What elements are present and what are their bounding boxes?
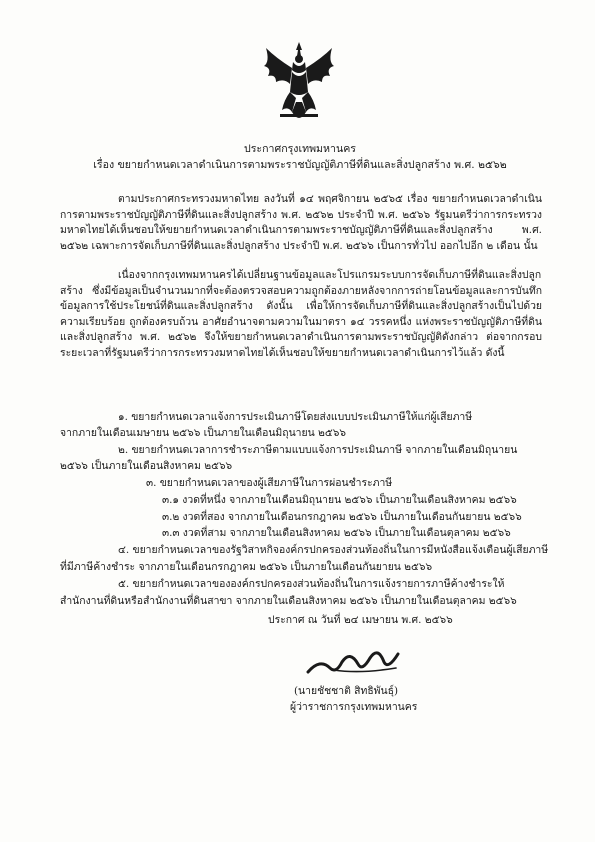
item-5-line-2: สำนักงานที่ดินหรือสำนักงานที่ดินสาขา จากภายในเดือนสิงหาคม ๒๕๖๖ เป็นภายในเดือนตุลาคม ๒๕๖๖ [60,595,517,607]
item-4-line-1: ๔. ขยายกำหนดเวลาของรัฐวิสาหกิจองค์กรปกครองส่วนท้องถิ่นในการมีหนังสือแจ้งเตือนผู้เสียภาษี [118,544,549,556]
item-3-2: ๓.๒ งวดที่สอง จากภายในเดือนกรกฎาคม ๒๕๖๖ เป็นภายในเดือนกันยายน ๒๕๖๖ [162,511,522,523]
signer-title: ผู้ว่าราชการกรุงเทพมหานคร [290,701,418,713]
item-2-line-1: ๒. ขยายกำหนดเวลาการชำระภาษีตามแบบแจ้งการประเมินภาษี จากภายในเดือนมิถุนายน [118,444,518,456]
announcement-subject: เรื่อง ขยายกำหนดเวลาดำเนินการตามพระราชบัญญัติภาษีที่ดินและสิ่งปลูกสร้าง พ.ศ. ๒๕๖๒ [93,159,507,171]
item-5-line-1: ๕. ขยายกำหนดเวลาขององค์กรปกครองส่วนท้องถิ่นในการแจ้งรายการภาษีค้างชำระให้ [118,578,505,590]
announcement-authority: ประกาศกรุงเทพมหานคร [244,143,356,155]
handwritten-signature-icon [300,628,420,688]
item-3-3: ๓.๓ งวดที่สาม จากภายในเดือนสิงหาคม ๒๕๖๖ เป็นภายในเดือนตุลาคม ๒๕๖๖ [162,527,511,539]
item-1-line-1: ๑. ขยายกำหนดเวลาแจ้งการประเมินภาษีโดยส่งแบบประเมินภาษีให้แก่ผู้เสียภาษี [118,411,473,423]
item-2-line-2: ๒๕๖๖ เป็นภายในเดือนสิงหาคม ๒๕๖๖ [60,460,233,472]
item-4-line-2: ที่มีภาษีค้างชำระ จากภายในเดือนกรกฎาคม ๒๕๖๖ เป็นภายในเดือนกันยายน ๒๕๖๖ [60,561,433,573]
item-1-line-2: จากภายในเดือนเมษายน ๒๕๖๖ เป็นภายในเดือนมิถุนายน ๒๕๖๖ [60,427,346,439]
paragraph-2-text: เนื่องจากกรุงเทพมหานครได้เปลี่ยนฐานข้อมูลและโปรแกรมระบบการจัดเก็บภาษีที่ดินและสิ่งปลูกสร้าง ซึ่งมีข้อมูลเป็นจำนวนมากที่จะต้องตรวจสอบความถูกต้องภายหลังจากการถ่ายโอนข้อมูลและการบันทึกข้อมูลการใช้ประโยชน์ที่ดินและสิ่งปลูกสร้าง ดังนั้น เพื่อให้การจัดเก็บภาษีที่ดินและสิ่งปลูกสร้างเป็นไปด้วยความเรียบร้อย ถูกต้องครบถ้วน อาศัยอำนาจตามความในมาตรา ๑๔ วรรคหนึ่ง แห่งพระราชบัญญัติภาษีที่ดินและสิ่งปลูกสร้าง พ.ศ. ๒๕๖๒ จึงให้ขยายกำหนดเวลาดำเนินการตามพระราชบัญญัติดังกล่าว ต่อจากกรอบระยะเวลาที่รัฐมนตรีว่าการกระทรวงมหาดไทยได้เห็นชอบให้ขยายกำหนดเวลาดำเนินการไว้แล้ว ดังนี้ [60,269,542,359]
garuda-emblem-icon [262,40,336,124]
paragraph-2 [60,268,542,362]
item-3: ๓. ขยายกำหนดเวลาของผู้เสียภาษีในการผ่อนชำระภาษี [146,477,393,489]
paragraph-1 [60,192,542,254]
paragraph-1-text: ตามประกาศกระทรวงมหาดไทย ลงวันที่ ๑๔ พฤศจิกายน ๒๕๖๕ เรื่อง ขยายกำหนดเวลาดำเนินการตามพระราชบัญญัติภาษีที่ดินและสิ่งปลูกสร้าง พ.ศ. ๒๕๖๒ ประจำปี พ.ศ. ๒๕๖๖ รัฐมนตรีว่าการกระทรวงมหาดไทยได้เห็นชอบให้ขยายกำหนดเวลาดำเนินการตามพระราชบัญญัติภาษีที่ดินและสิ่งปลูกสร้าง พ.ศ. ๒๕๖๒ เฉพาะการจัดเก็บภาษีที่ดินและสิ่งปลูกสร้าง ประจำปี พ.ศ. ๒๕๖๖ เป็นการทั่วไป ออกไปอีก ๒ เดือน นั้น [60,193,542,252]
item-3-1: ๓.๑ งวดที่หนึ่ง จากภายในเดือนมิถุนายน ๒๕๖๖ เป็นภายในเดือนสิงหาคม ๒๕๖๖ [162,494,517,506]
announcement-date: ประกาศ ณ วันที่ ๒๔ เมษายน พ.ศ. ๒๕๖๖ [268,614,453,626]
signer-name: (นายชัชชาติ สิทธิพันธุ์) [294,685,399,697]
